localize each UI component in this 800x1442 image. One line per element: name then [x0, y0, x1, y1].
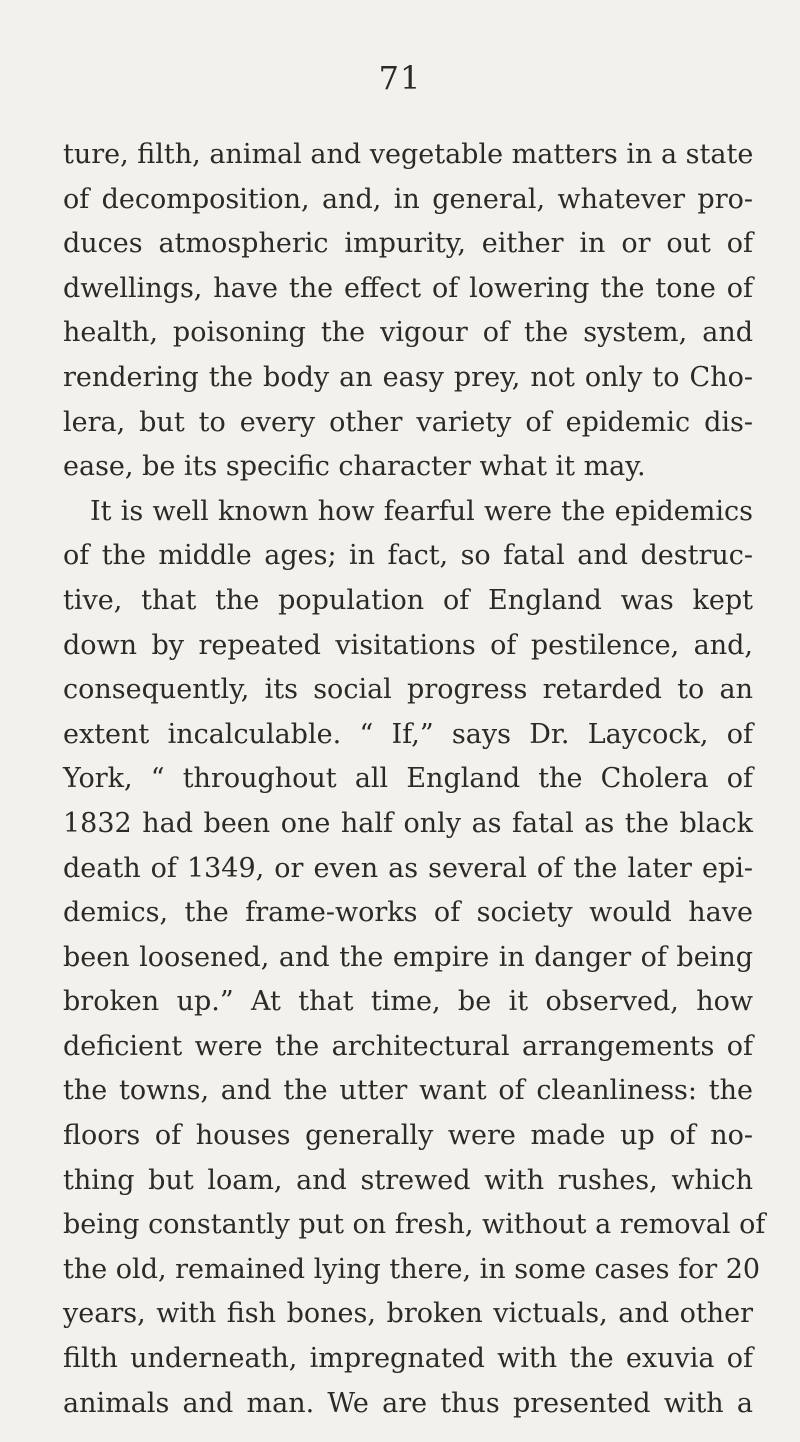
text-line: the towns, and the utter want of cleanliness: the [63, 1075, 753, 1107]
text-line: death of 1349, or even as several of the later epi- [63, 852, 753, 884]
text-line: lera, but to every other variety of epidemic dis- [63, 406, 753, 438]
text-line: dwellings, have the effect of lowering the tone of [63, 272, 753, 304]
text-line: York, “ throughout all England the Cholera of [63, 763, 753, 795]
text-line: been loosened, and the empire in danger of being [63, 941, 753, 973]
text-line: rendering the body an easy prey, not only to Cho- [63, 361, 753, 393]
text-line: filth underneath, impregnated with the exuvia of [63, 1343, 753, 1375]
text-line: deficient were the architectural arrangements of [63, 1030, 753, 1062]
text-line: the old, remained lying there, in some cases for 20 [63, 1253, 761, 1285]
text-line: ture, filth, animal and vegetable matters in a state [63, 139, 754, 170]
text-line: health, poisoning the vigour of the system, and [63, 317, 753, 349]
text-line: floors of houses generally were made up of no- [63, 1120, 753, 1152]
text-line: years, with fish bones, broken victuals, and other [63, 1298, 753, 1330]
text-line: broken up.” At that time, be it observed, how [63, 986, 753, 1018]
text-line: extent incalculable. “ If,” says Dr. Laycock, of [63, 718, 753, 750]
body-text [63, 133, 766, 1426]
text-line: 1832 had been one half only as fatal as the black [63, 807, 753, 839]
text-line: of decomposition, and, in general, whatever pro- [63, 183, 753, 215]
text-line: of the middle ages; in fact, so fatal and destruc- [63, 540, 753, 572]
text-line: being constantly put on fresh, without a removal of [63, 1209, 766, 1241]
text-line: duces atmospheric impurity, either in or out of [63, 228, 753, 260]
text-line: ease, be its specific character what it may. [63, 451, 646, 483]
paragraph-first-line: It is well known how fearful were the epidemics [90, 495, 753, 527]
text-line: thing but loam, and strewed with rushes, which [63, 1164, 753, 1196]
text-line: down by repeated visitations of pestilence, and, [63, 629, 753, 661]
text-line: animals and man. We are thus presented with a [63, 1387, 753, 1419]
text-line: consequently, its social progress retarded to an [63, 674, 753, 706]
page-number: 71 [378, 59, 422, 97]
text-line: tive, that the population of England was kept [63, 584, 753, 616]
text-line: demics, the frame-works of society would have [63, 897, 753, 929]
